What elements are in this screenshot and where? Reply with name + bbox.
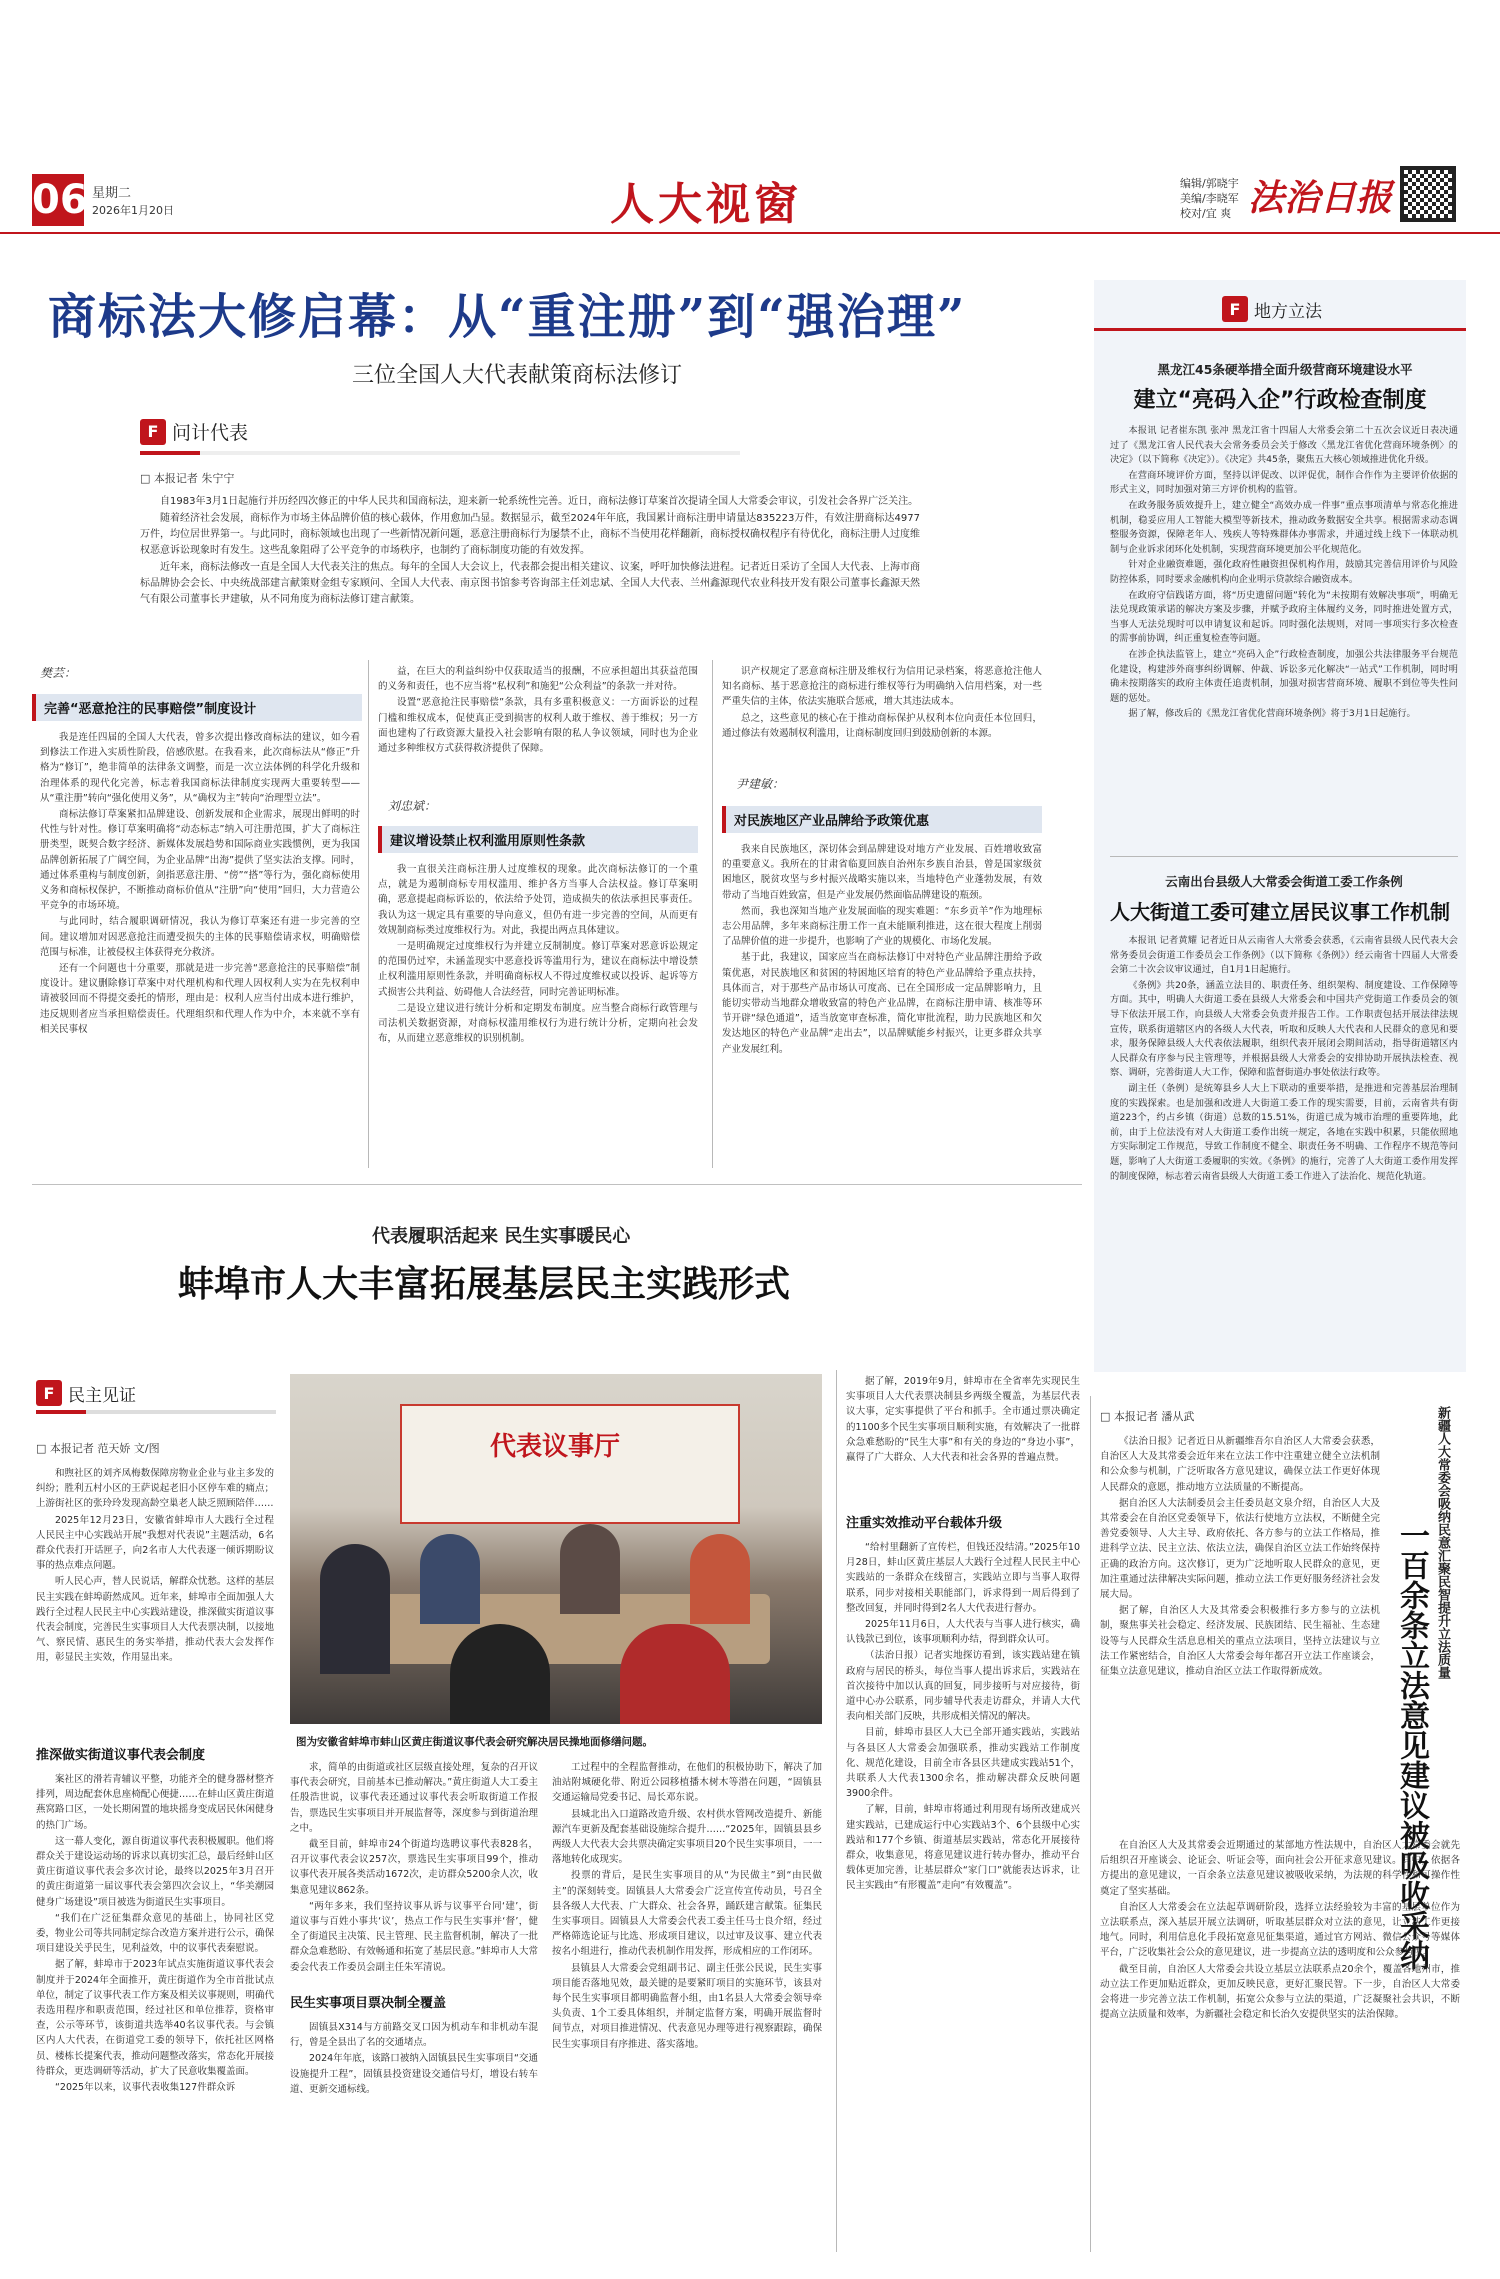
subheading: 完善“恶意抢注的民事赔偿”制度设计 [32, 694, 362, 721]
paragraph: 副主任（条例）是统筹县乡人大上下联动的重要举措，是推进和完善基层治理制度的实践探索。也是加强和改进人大街道工委工作的现实需要，目前，云南省共有街道223个，约占乡镇（街道）总数的15.51%，街道已成为城市治理的重要阵地，此前，由于上位法没有对人大街道工委作出统一规定，各地在实践中积累，只能依照地方实际制定工作规范，导致工作制度不健全、职责任务不明确、工作程序不规范等问题，影响了人大街道工委履职的实效。《条例》的施行，完善了人大街道工委作用发挥的制度保障，标志着云南省县级人大街道工委工作进入了法治化、规范化轨道。 [1110, 1082, 1458, 1182]
side2-kicker: 云南出台县级人大常委会街道工委工作条例 [1165, 874, 1403, 889]
column-rule [1090, 1396, 1091, 2252]
lead-col2-top [378, 664, 698, 788]
xinjiang-title: 一百余条立法意见建议被吸收采纳 [1394, 1520, 1429, 1970]
bengbu-kicker: 代表履职活起来 民生实事暖民心 [372, 1226, 631, 1247]
bengbu-col2-top [290, 1760, 538, 1984]
weekday: 星期二 [92, 186, 132, 201]
photo-sign-text: 代表议事厅 [490, 1432, 621, 1462]
section-rule [32, 1184, 1082, 1185]
photo-person [320, 1544, 390, 1674]
column-tag [36, 1380, 136, 1406]
paragraph: 目前，蚌埠市县区人大已全部开通实践站，实践站与各县区人大常委会加强联系，推动实践站工作制度化、规范化建设，目前全市各县区共建成实践站51个，共联系人大代表1300余名，推动解决群众反映问题3900余件。 [846, 1727, 1080, 1800]
paragraph: 了解，目前，蚌埠市将通过利用现有场所改建成兴建实践站，已建成运行中心实践站3个、6个县级中心实践站和177个乡镇、街道基层实践站，常态化开展接待群众，收集意见，将意见建议进行转办督办，推动平台载体更加完善，让基层群众“家门口”就能表达诉求，让民主实践由“有形覆盖”走向“有效覆盖”。 [846, 1804, 1080, 1892]
paragraph: 和煦社区的刘齐凤梅数保障房物业企业与业主多发的纠纷；胜利五村小区的王萨说起老旧小区停车难的痛点；上游街社区的张玲玲发现高龄空巢老人缺乏照顾陪伴…… [36, 1468, 274, 1510]
paragraph: （法治日报）记者实地探访看到，该实践站建在镇政府与居民的桥头，每位当事人提出诉求后，实践站在首次接待中加以认真的回复，同步接听与对应接待，街道中心办公联系，同步辅导代表走访群众，并请人大代表向相关部门反映，共形成相关情况的解决。 [846, 1650, 1080, 1723]
paragraph: 案社区的滑若青辅议平整，功能齐全的健身器材整齐排列，周边配套休息座椅配心便捷……在蚌山区黄庄街道燕窝路口区，一处长期闲置的地块摇身变成居民休闲健身的热门广场。 [36, 1774, 274, 1831]
lead-col2-body [378, 862, 698, 1166]
paragraph: 基于此，我建议，国家应当在商标法修订中对特色产业品牌注册给予政策优惠，对民族地区和贫困的特困地区培育的特色产业品牌给予重点扶持，具体而言，对于那些产品市场认可度高、已在全国形成一定品牌影响力，且能切实带动当地群众增收致富的特色产业品牌，在商标注册申请、核准等环节开辟“绿色通道”，适当放宽审查标准，简化审批流程，助力民族地区和欠发达地区的特色产业品牌“走出去”，以品牌赋能乡村振兴，让更多群众共享产业发展红利。 [722, 952, 1042, 1055]
paragraph: 这一幕人变化，源自街道议事代表积极履职。他们将群众关于建设运动场的诉求以真切实汇总，最后经蚌山区黄庄街道议事代表会多次讨论，最终以2025年3月召开的黄庄街道第一届议事代表会第四次会议上，“华美潮园健身广场建设”项目被选为街道民生实事项目。 [36, 1835, 274, 1908]
column-bar [140, 451, 740, 455]
bengbu-title: 蚌埠市人大丰富拓展基层民主实践形式 [178, 1263, 791, 1305]
paragraph: 2024年年底，该路口被纳入固镇县民生实事项目“交通设施提升工程”，固镇县投资建设交通信号灯，增设右转车道、更新交通标线。 [290, 2053, 538, 2095]
paragraph: “两年多来，我们坚持议事从诉与议事平台同‘建’，街道议事与百姓小事共‘议’，热点工作与民生实事并‘督’，健全了街道民主决策、民主管理、民主监督机制，解决了一批群众急难愁盼、有效畅通和拓宽了基层民意。”蚌埠市人大常委会代表工作委员会副主任朱军清说。 [290, 1900, 538, 1973]
header-rule [0, 232, 1500, 234]
bengbu-col1-body [36, 1772, 274, 2252]
photo-person [690, 1534, 750, 1624]
editor-credit: 编辑/郭晓宇 [1180, 177, 1239, 190]
paragraph: 本报讯 记者黄耀 记者近日从云南省人大常委会获悉，《云南省县级人民代表大会常务委员会街道工作委员会工作条例》（以下简称《条例》）经云南省十四届人大常委会第二十次会议审议通过，自1月1日起施行。 [1110, 935, 1458, 976]
paragraph: 听人民心声，替人民说话，解群众忧愁。这样的基层民主实践在蚌埠蔚然成风。近年来，蚌埠市全面加强人大践行全过程人民民主中心实践站建设，推深做实街道议事代表会制度，完善民生实事项目人大代表票决制，以接地气、察民情、惠民生的务实举措，推动代表大会发挥作用，彰显民主实效，作用显出来。 [36, 1576, 274, 1664]
paragraph: 我来自民族地区，深切体会到品牌建设对地方产业发展、百姓增收致富的重要意义。我所在的甘肃省临夏回族自治州东乡族自治县，曾是国家级贫困地区，脱贫攻坚与乡村振兴战略实施以来，当地特色产业蓬勃发展，有效带动了当地百姓致富，但是产业发展仍然面临品牌建设的瓶颈。 [722, 844, 1042, 901]
paragraph: 据了解，蚌埠市于2023年试点实施街道议事代表会制度并于2024年全面推开，黄庄街道作为全市首批试点单位，制定了议事代表工作方案及相关议事规则，明确代表选用程序和职责范围，经过社区和单位推荐，资格审查，公示等环节，该街道共选举40名议事代表。与会镇区内人大代表，在街道党工委的领导下，依托社区网格员、楼栋长提案代表，推动问题整改落实，常态化开展接待群众，更迭调研等活动，扩大了民意收集覆盖面。 [36, 1959, 274, 2077]
paragraph: 截至目前，自治区人大常委会共设立基层立法联系点20余个，覆盖各地州市，推动立法工作更加贴近群众，更加反映民意，更好汇聚民智。下一步，自治区人大常委会将进一步完善立法工作机制，拓宽公众参与立法的渠道，广泛凝聚社会共识，不断提高立法质量和效率，为新疆社会稳定和长治久安提供坚实的法治保障。 [1100, 1963, 1460, 2021]
paragraph: 在涉企执法监管上，建立“亮码入企”行政检查制度，加强公共法律服务平台规范化建设，构建涉外商事纠纷调解、仲裁、诉讼多元化解决“一站式”工作机制，同时明确未按期落实的政府主体责任追责机制，加强对损害营商环境、履职不到位等失性问题的惩处。 [1110, 648, 1458, 704]
paragraph: 还有一个问题也十分重要，那就是进一步完善“恶意抢注的民事赔偿”制度设计。建议删除修订草案中对代理机构和代理人因权利人实为在先权利申请被驳回而不得提交委托的情形，理由是：权利人应当付出成本进行维护，违反规则者应当承担赔偿责任。代理组织和代理人作为中介，本来就不享有相关民事权 [40, 963, 360, 1035]
paragraph: 《法治日报》记者近日从新疆维吾尔自治区人大常委会获悉，自治区人大及其常委会近年来在立法工作中注重建立健全立法机制和公众参与机制，广泛听取各方意见建议，确保立法工作更好体现人民群众的意愿，推动地方立法质量的不断提高。 [1100, 1436, 1380, 1493]
paragraph: 与此同时，结合履职调研情况，我认为修订草案还有进一步完善的空间。建议增加对因恶意抢注而遭受损失的主体的民事赔偿请求权，明确赔偿范围与标准，让被侵权主体获得充分救济。 [40, 916, 360, 958]
paragraph: 固镇县X314与方前路交叉口因为机动车和非机动车混行，曾是全县出了名的交通堵点。 [290, 2022, 538, 2049]
paragraph: 随着经济社会发展，商标作为市场主体品牌价值的核心载体，作用愈加凸显。数据显示，截至2024年年底，我国累计商标注册申请量达835223万件，有效注册商标达4977万件，均位居世界第一。与此同时，商标领域也出现了一些新情况新问题，恶意注册商标行为屡禁不止，商标不当使用花样翻新，商标授权确权程序有待优化，商标注册人过度维权恶意诉讼现象时有发生。这些乱象阻碍了公平竞争的市场秩序，也制约了商标制度功能的有效发挥。 [140, 513, 920, 556]
photo-person [560, 1524, 620, 1614]
paragraph: 在营商环境评价方面，坚持以评促改、以评促优，制作合作作为主要评价依据的形式主义，同时加强对第三方评价机构的监管。 [1110, 469, 1458, 496]
photo-caption: 图为安徽省蚌埠市蚌山区黄庄街道议事代表会研究解决居民操地面修缮问题。 [296, 1736, 653, 1748]
column-bar [36, 1410, 276, 1414]
photo-person [420, 1534, 480, 1624]
lead-intro [140, 494, 920, 644]
bengbu-col2-body [290, 2020, 538, 2252]
author-label: 刘忠斌： [388, 799, 437, 813]
paragraph: 益，在巨大的利益纠纷中仅获取适当的报酬，不应承担超出其获益范围的义务和责任，也不应当将“私权利”和施犯“公众利益”的条款一并对待。 [378, 666, 698, 693]
side2-title: 人大街道工委可建立居民议事工作机制 [1110, 900, 1450, 924]
paragraph: 近年来，商标法修改一直是全国人大代表关注的焦点。每年的全国人大会议上，代表都会提出相关建议、议案，呼吁加快修法进程。记者近日采访了全国人大代表、上海市商标品牌协会会长、中央统战部建言献策财金组专家顾问、全国人大代表、南京图书馆参考咨询部主任刘忠斌、全国人大代表、兰州鑫源现代农业科技开发有限公司董事长鑫源天然气有限公司董事长尹建敏，从不同角度为商标法修订建言献策。 [140, 562, 920, 605]
paragraph: 据自治区人大法制委员会主任委员赵文泉介绍，自治区人大及其常委会在自治区党委领导下，依法行使地方立法权，不断健全完善党委领导、人大主导、政府依托、各方参与的立法工作格局，推进科学立法、民主立法、依法立法，确保自治区立法工作始终保持正确的政治方向。这次修订，更为广泛地听取人民群众的意见，更加注重通过法律解决实际问题，推动立法工作更好服务经济社会发展大局。 [1100, 1497, 1380, 1601]
brand-f-icon: F [36, 1380, 62, 1406]
paragraph: 2025年11月6日，人大代表与当事人进行核实，确认钱款已到位，该事项顺利办结，得到群众认可。 [846, 1619, 1080, 1646]
paragraph: 工过程中的全程监督推动，在他们的积极协助下，解决了加油站附城硬化带、附近公园移植播木树木等潜在问题，“固镇县交通运输局党委书记、局长邓东说。 [552, 1762, 822, 1804]
divider [1110, 856, 1458, 857]
subheading: 民生实事项目票决制全覆盖 [290, 1996, 447, 2011]
column-rule [836, 1370, 837, 2252]
paragraph: 然而，我也深知当地产业发展面临的现实难题：“东乡贡羊”作为地理标志公用品牌，多年来商标注册工作一直未能顺利推进，这在很大程度上削弱了品牌价值的进一步提升，也影响了产业的规模化、市场化发展。 [722, 905, 1042, 948]
paragraph: 针对企业融资难题，强化政府性融资担保机构作用，鼓励其完善信用评价与风险防控体系，同时要求金融机构向企业明示贷款综合融资成本。 [1110, 559, 1458, 585]
xinjiang-kicker: 新疆人大常委会吸纳民意汇聚民智提升立法质量 [1435, 1406, 1450, 1679]
paragraph: 商标法修订草案紧扣品牌建设、创新发展和企业需求，展现出鲜明的时代性与针对性。修订草案明确将“动态标志”纳入可注册范围，扩大了商标注册类型，既契合数字经济、新媒体发展趋势和国际商业实践惯例，更为我国品牌创新拓展了广阔空间，为企业品牌“出海”提供了坚实法治支撑。同时，通过体系重构与制度创新，剑指恶意注册、“傍”“搭”等行为，强化商标使用义务和商标权保护，不断推动商标价值从“注册”向“使用”回归，大力营造公平竞争的市场环境。 [40, 809, 360, 912]
paragraph: 我一直很关注商标注册人过度维权的现象。此次商标法修订的一个重点，就是为遏制商标专用权滥用、维护各方当事人合法权益。修订草案明确，恶意提起商标诉讼的，依法给予处罚，造成损失的依法承担民事责任。我认为这一规定具有重要的导向意义，但仍有进一步完善的空间，从而更有效规制商标类过度维权行为。对此，我提出两点具体建议。 [378, 864, 698, 936]
xinjiang-byline: □ 本报记者 潘从武 [1100, 1410, 1195, 1423]
column-rule [368, 660, 369, 1168]
subheading: 对民族地区产业品牌给予政策优惠 [722, 806, 1042, 833]
column-tag [140, 418, 248, 445]
paragraph: “给村里翻新了宣传栏，但钱还没结清。”2025年10月28日，蚌山区黄庄基层人大践行全过程人民民主中心实践站的一条群众在线留言，实践站立即与当事人取得联系，同步对接相关职能部门，诉求得到一周后得到了整改回复，并同时得到2名人大代表进行督办。 [846, 1542, 1080, 1614]
proof-credit: 校对/宜 爽 [1180, 207, 1232, 220]
side1-body [1110, 424, 1458, 842]
brand-f-icon: F [140, 419, 166, 445]
paragraph: 在自治区人大及其常委会近期通过的某部地方性法规中，自治区人大常委会就先后组织召开座谈会、论证会、听证会等，面向社会公开征求意见建议。其中，依据各方提出的意见建议，一百余条立法意见建议被吸收采纳，为法规的科学性和可操作性奠定了坚实基础。 [1100, 1840, 1460, 1897]
lead-byline: □ 本报记者 朱宁宁 [140, 472, 235, 485]
page-number: 06 [32, 174, 84, 226]
paragraph: 设置“恶意抢注民事赔偿”条款，具有多重积极意义：一方面诉讼的过程门槛和维权成本，促使真正受到损害的权利人敢于维权、善于维权；另一方面也建构了行政资源大量投入社会影响有限的私人争议领域，同时也为企业通过多种维权方式获得救济提供了保障。 [378, 697, 698, 755]
subheading: 推深做实街道议事代表会制度 [36, 1748, 206, 1763]
paragraph: 据了解，自治区人大及其常委会积极推行多方参与的立法机制，聚焦事关社会稳定、经济发展、民族团结、民生福祉、生态建设等与人民群众生活息息相关的重点立法项目，坚持立法建议与立法工作紧密结合，自治区人大常委会每年都召开立法工作座谈会，征集立法意见建议，推动自治区立法工作取得新成效。 [1100, 1605, 1380, 1678]
column-name: 地方立法 [1254, 301, 1322, 322]
paragraph: 自治区人大常委会在立法起草调研阶段，选择立法经验较为丰富的基层单位作为立法联系点，深入基层开展立法调研，听取基层群众对立法的意见，让立法工作更接地气。同时，利用信息化手段拓宽意见征集渠道，通过官方网站、微信公众号等媒体平台，广泛收集社会公众的意见建议，进一步提高立法的透明度和公众参与度。 [1100, 1901, 1460, 1959]
paragraph: 据了解，2019年9月，蚌埠市在全省率先实现民生实事项目人大代表票决制县乡两级全覆盖，为基层代表议大事，定实事提供了平台和抓手。全市通过票决确定的1100多个民生实事项目顺利实施，有效解决了一批群众急难愁盼的“民生大事”和有关的身边的“身边小事”，赢得了广大群众、人大代表和社会各界的普遍点赞。 [846, 1376, 1080, 1464]
paragraph: “2025年以来，议事代表收集127件群众诉 [55, 2082, 236, 2094]
paragraph: 一是明确规定过度维权行为并建立反制制度。修订草案对恶意诉讼规定的范围仍过窄，未涵盖现实中恶意投诉等滥用行为，建议在商标法中增设禁止权利滥用原则性条款，并明确商标权人不得过度维权或以投诉、起诉等方式损害公共利益、妨碍他人合法经营，同时完善证明标准。 [378, 941, 698, 998]
lead-col1-body [40, 730, 360, 1166]
paragraph: 本报讯 记者崔东凯 张冲 黑龙江省十四届人大常委会第二十五次会议近日表决通过了《黑龙江省人民代表大会常务委员会关于修改〈黑龙江省优化营商环境条例〉的决定》（以下简称《决定》）。《决定》共45条，聚焦五大核心领域推进优化升级。 [1110, 425, 1458, 466]
paragraph: 求，简单的由街道或社区层级直接处理，复杂的召开议事代表会研究，目前基本已推动解决。”黄庄街道人大工委主任殷浩世说，议事代表还通过议事代表会听取街道工作报告，票选民生实事项目并开展监督等，深度参与到街道治理之中。 [290, 1762, 538, 1834]
paragraph: 县城北出入口道路改造升级、农村供水管网改造提升、新能源汽车更新及配套基础设施综合提升……“2025年，固镇县县乡两级人大代表大会共票决确定实事项目20个民生实事项目，一一落地转化成现实。 [552, 1808, 822, 1866]
column-name: 问计代表 [172, 422, 249, 444]
subheading: 注重实效推动平台载体升级 [846, 1516, 1003, 1531]
sidebar-rule [1094, 328, 1466, 331]
column-rule [712, 660, 713, 1168]
brand-f-icon: F [1222, 296, 1248, 322]
paragraph: 在政府守信践诺方面，将“历史遗留问题”转化为“未按期有效解决事项”，明确无法兑现政策承诺的解决方案及步骤，并赋予政府主体履约义务，同时推进处置方式，当事人无法兑现时可以申请复议和起诉。同时强化法规则，对同一事项实行多次检查的需事前协调，纠正重复检查等问题。 [1110, 589, 1458, 645]
paragraph: 《条例》共20条，涵盖立法目的、职责任务、组织架构、制度建设、工作保障等方面。其中，明确人大街道工委在县级人大常委会和中国共产党街道工作委员会的领导下依法开展工作，向县级人大常委会负责并报告工作。工作职责包括开展法律法规宣传，联系街道辖区内的各级人大代表，听取和反映人大代表和人民群众的意见和要求，服务保障县级人大代表依法履职，组织代表开展闭会期间活动，指导街道辖区内人民群众有序参与民主管理等，并根据县级人大常委会的安排协助开展执法检查、视察、调研，完善街道人大工作，保障和监督街道办事处依法行政等。 [1110, 979, 1458, 1079]
xinjiang-body-bottom [1100, 1838, 1460, 2252]
paragraph: 据了解，修改后的《黑龙江省优化营商环境条例》将于3月1日起施行。 [1128, 708, 1416, 720]
meeting-photo [290, 1374, 822, 1724]
paragraph: 自1983年3月1日起施行并历经四次修正的中华人民共和国商标法，迎来新一轮系统性完善。近日，商标法修订草案首次提请全国人大常委会审议，引发社会各界广泛关注。 [160, 496, 919, 507]
paragraph: 县镇县人大常委会党组副书记、副主任张公民说，民生实事项目能否落地见效，最关键的是要紧盯项目的实施环节，该县对每个民生实事项目都明确监督小组，由1名县人大常委会领导牵头负责、1个工委具体组织，并制定监督方案，明确开展监督时间节点，对项目推进情况、代表意见办理等进行视察跟踪，确保民生实事项目有序推进、落实落地。 [552, 1962, 822, 2050]
side2-body [1110, 934, 1458, 1362]
photo-person [620, 1624, 730, 1724]
side1-title: 建立“亮码入企”行政检查制度 [1133, 388, 1427, 413]
bengbu-byline: □ 本报记者 范天娇 文/图 [36, 1442, 160, 1455]
paragraph: 二是设立建议进行统计分析和定期发布制度。应当整合商标行政管理与司法机关数据资源，对商标权滥用维权行为进行统计分析，定期向社会发布，从而建立恶意维权的识别机制。 [378, 1002, 698, 1045]
column-name: 民主见证 [68, 1385, 136, 1406]
paragraph: 总之，这些意见的核心在于推动商标保护从权利本位向责任本位回归，通过修法有效遏制权利滥用，让商标制度回归到鼓励创新的本源。 [722, 712, 1042, 739]
xinjiang-body-top [1100, 1434, 1380, 1834]
column-tag [1222, 296, 1322, 322]
designer-credit: 美编/李晓军 [1180, 192, 1239, 205]
paragraph: 截至目前，蚌埠市24个街道均选聘议事代表828名，召开议事代表会议257次，票选民生实事项目99个，推动议事代表开展各类活动1672次，走访群众5200余人次，收集意见建议862条。 [290, 1839, 538, 1896]
paragraph: 投票的背后，是民生实事项目的从“为民做主”到“由民做主”的深刻转变。固镇县人大常委会广泛宣传宣传动员，号召全县各级人大代表、广大群众、社会各界，踊跃建言献策。征集民生实事项目。固镇县人大常委会代表工委主任马士良介绍，经过严格筛选论证与比选、形成项目建议，以过审及议事、建立代表按名小组进行，推动代表机制作用发挥，形成相应的工作闭环。 [552, 1870, 822, 1958]
subheading: 建议增设禁止权利滥用原则性条款 [378, 826, 698, 853]
lead-title: 商标法大修启幕：从“重注册”到“强治理” [48, 289, 967, 345]
lead-col3-top [722, 664, 1042, 772]
paragraph: 识产权规定了恶意商标注册及维权行为信用记录档案，将恶意抢注他人知名商标、基于恶意抢注的商标进行维权等行为明确纳入信用档案，对一些严重失信的主体，依法实施联合惩戒，增大其违法成本。 [722, 666, 1042, 708]
bengbu-col3-body [552, 1760, 822, 2252]
paragraph: 在政务服务质效提升上，建立健全“高效办成一件事”重点事项清单与常态化推进机制，稳妥应用人工智能大模型等新技术，推动政务数据安全共享。根据需求动态调整服务资源，保障老年人、残疾人等特殊群体办事需求，并通过线上线下一体联动机制与企业诉求闭环化处机制，实现营商环境更加公平化规范化。 [1110, 499, 1458, 555]
bengbu-col4-body [846, 1540, 1080, 2252]
lead-subtitle: 三位全国人大代表献策商标法修订 [352, 363, 683, 388]
photo-person [450, 1624, 550, 1724]
paragraph: “我们在广泛征集群众意见的基础上，协同社区党委，物业公司等共同制定综合改造方案并进行公示，确保项目建设关乎民生，见利益效，中的议事代表秦慰说。 [36, 1912, 274, 1955]
bengbu-col1-top [36, 1466, 274, 1736]
paragraph: 2025年12月23日，安徽省蚌埠市人大践行全过程人民民主中心实践站开展“我想对代表说”主题活动，6名群众代表打开话匣子，向2名市人大代表逐一倾诉期盼议事的热点难点问题。 [36, 1514, 274, 1572]
author-label: 樊芸： [40, 666, 77, 680]
newspaper-logo: 法治日报 [1248, 177, 1393, 219]
photo-wall-sign [400, 1404, 740, 1524]
lead-col3-body [722, 842, 1042, 1166]
paragraph: 我是连任四届的全国人大代表，曾多次提出修改商标法的建议，如今看到修法工作进入实质性阶段，倍感欣慰。在我看来，此次商标法从“修正”升格为“修订”，绝非简单的法律条文调整，而是一次立法体例的科学化升级和治理体系的现代化完善，标志着我国商标法律制度实现两大重要转型——从“重注册”转向“强化使用义务”，从“确权为主”转向“治理型立法”。 [40, 732, 360, 804]
author-label: 尹建敏： [736, 777, 785, 791]
section-title: 人大视窗 [610, 179, 802, 230]
side1-kicker: 黑龙江45条硬举措全面升级营商环境建设水平 [1157, 362, 1413, 377]
bengbu-col4-top [846, 1374, 1080, 1504]
date: 2026年1月20日 [92, 204, 174, 217]
qr-code-icon [1400, 166, 1456, 222]
